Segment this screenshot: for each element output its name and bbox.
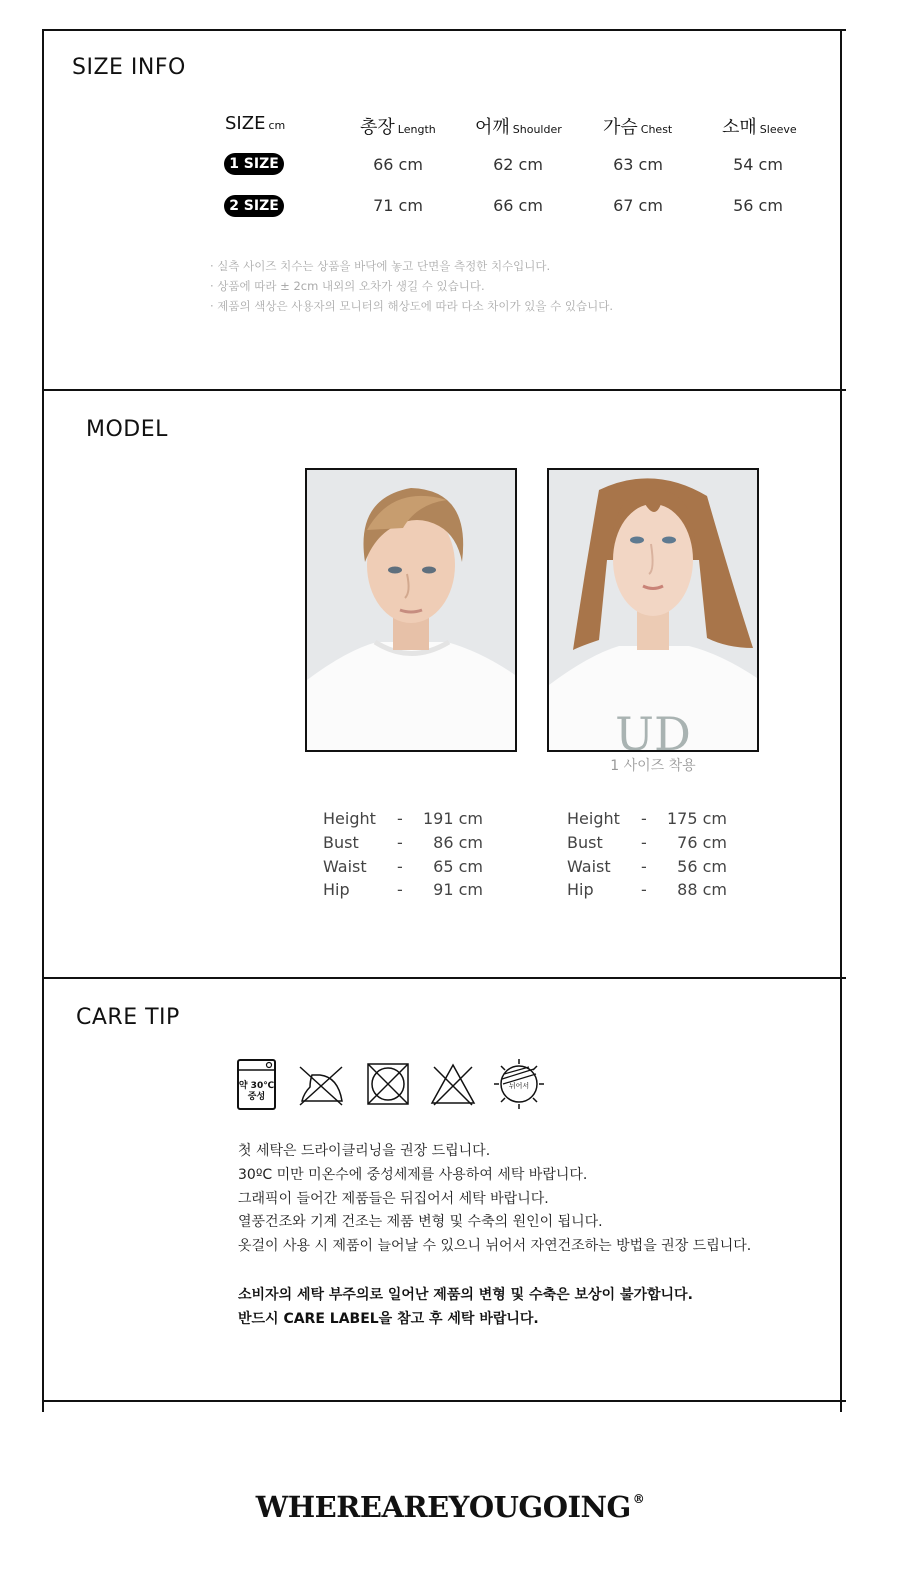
stat-value: 86 cm (433, 833, 483, 852)
brand-name: WHEREAREYOUGOING (255, 1490, 631, 1524)
shoulder-header (475, 113, 562, 139)
header-main: 소매 (722, 117, 757, 138)
dry-label: 뉘어서 (508, 1082, 530, 1090)
chest-header (603, 113, 672, 139)
brand-logo (0, 1490, 900, 1524)
no-tumble-dry-icon (368, 1064, 408, 1104)
stat-value: 91 cm (433, 880, 483, 899)
table-cell: 71 cm (373, 196, 423, 215)
stat-label: Bust (567, 833, 603, 852)
measure-note: · 실측 사이즈 치수는 상품을 바닥에 놓고 단면을 측정한 치수입니다. (210, 259, 551, 273)
stat-label: Bust (323, 833, 359, 852)
header-sub: Shoulder (512, 123, 562, 136)
size-header (225, 113, 285, 134)
table-cell: 63 cm (613, 155, 663, 174)
registered-mark: ® (632, 1492, 645, 1506)
table-cell: 56 cm (733, 196, 783, 215)
stat-value: 56 cm (677, 857, 727, 876)
dry-flat-shade-icon (494, 1059, 544, 1109)
size-badge: 2 SIZE (224, 195, 284, 217)
care-instruction: 30ºC 미만 미온수에 중성세제를 사용하여 세탁 바랍니다. (238, 1167, 588, 1183)
header-main: SIZE (225, 113, 266, 134)
stat-label: Height (567, 809, 620, 828)
section-title-care-tip: CARE TIP (76, 1005, 180, 1030)
stat-dash: - (397, 809, 403, 828)
stat-label: Hip (323, 880, 350, 899)
male-model-photo (305, 468, 517, 752)
svg-text:UD: UD (615, 707, 691, 750)
stat-value: 88 cm (677, 880, 727, 899)
stat-dash: - (397, 833, 403, 852)
divider (42, 1400, 846, 1402)
header-sub: Length (397, 123, 436, 136)
no-iron-icon (300, 1067, 342, 1105)
care-warning: 반드시 CARE LABEL을 참고 후 세탁 바랍니다. (238, 1311, 539, 1327)
photo-caption: 1 사이즈 착용 (610, 758, 696, 774)
sleeve-header (722, 113, 797, 139)
header-sub: Chest (640, 123, 673, 136)
stat-dash: - (641, 880, 647, 899)
stat-label: Hip (567, 880, 594, 899)
care-instruction: 옷걸이 사용 시 제품이 늘어날 수 있으니 뉘어서 자연건조하는 방법을 권장 드립니다. (238, 1238, 752, 1254)
no-bleach-icon (432, 1065, 474, 1105)
table-cell: 54 cm (733, 155, 783, 174)
stat-dash: - (397, 880, 403, 899)
hand-wash-30-icon (238, 1060, 275, 1109)
header-main: 가슴 (603, 117, 638, 138)
stat-value: 65 cm (433, 857, 483, 876)
stat-value: 76 cm (677, 833, 727, 852)
wash-detergent-label: 중성 (247, 1092, 266, 1102)
care-icons (236, 1057, 556, 1113)
measure-note: · 상품에 따라 ± 2cm 내외의 오차가 생길 수 있습니다. (210, 279, 485, 293)
care-instruction: 그래픽이 들어간 제품들은 뒤집어서 세탁 바랍니다. (238, 1191, 549, 1207)
care-warning: 소비자의 세탁 부주의로 일어난 제품의 변형 및 수축은 보상이 불가합니다. (238, 1287, 693, 1303)
wash-temp-label: 약 30℃ (238, 1081, 275, 1091)
care-instruction: 열풍건조와 기계 건조는 제품 변형 및 수축의 원인이 됩니다. (238, 1214, 603, 1230)
care-instruction: 첫 세탁은 드라이클리닝을 권장 드립니다. (238, 1143, 491, 1159)
size-badge: 1 SIZE (224, 153, 284, 175)
female-model-photo (547, 468, 759, 752)
section-title-model: MODEL (86, 417, 168, 442)
table-cell: 62 cm (493, 155, 543, 174)
stat-label: Waist (567, 857, 611, 876)
stat-dash: - (397, 857, 403, 876)
stat-value: 191 cm (423, 809, 484, 828)
header-sub: cm (268, 119, 286, 132)
stat-label: Waist (323, 857, 367, 876)
stat-dash: - (641, 857, 647, 876)
stat-label: Height (323, 809, 376, 828)
section-title-size-info: SIZE INFO (72, 55, 186, 80)
stat-dash: - (641, 833, 647, 852)
header-sub: Sleeve (759, 123, 797, 136)
header-main: 총장 (360, 117, 395, 138)
table-cell: 66 cm (373, 155, 423, 174)
stat-value: 175 cm (667, 809, 728, 828)
table-cell: 67 cm (613, 196, 663, 215)
header-main: 어깨 (475, 117, 510, 138)
table-cell: 66 cm (493, 196, 543, 215)
length-header (360, 113, 436, 139)
stat-dash: - (641, 809, 647, 828)
measure-note: · 제품의 색상은 사용자의 모니터의 해상도에 따라 다소 차이가 있을 수 있습니다. (210, 299, 614, 313)
